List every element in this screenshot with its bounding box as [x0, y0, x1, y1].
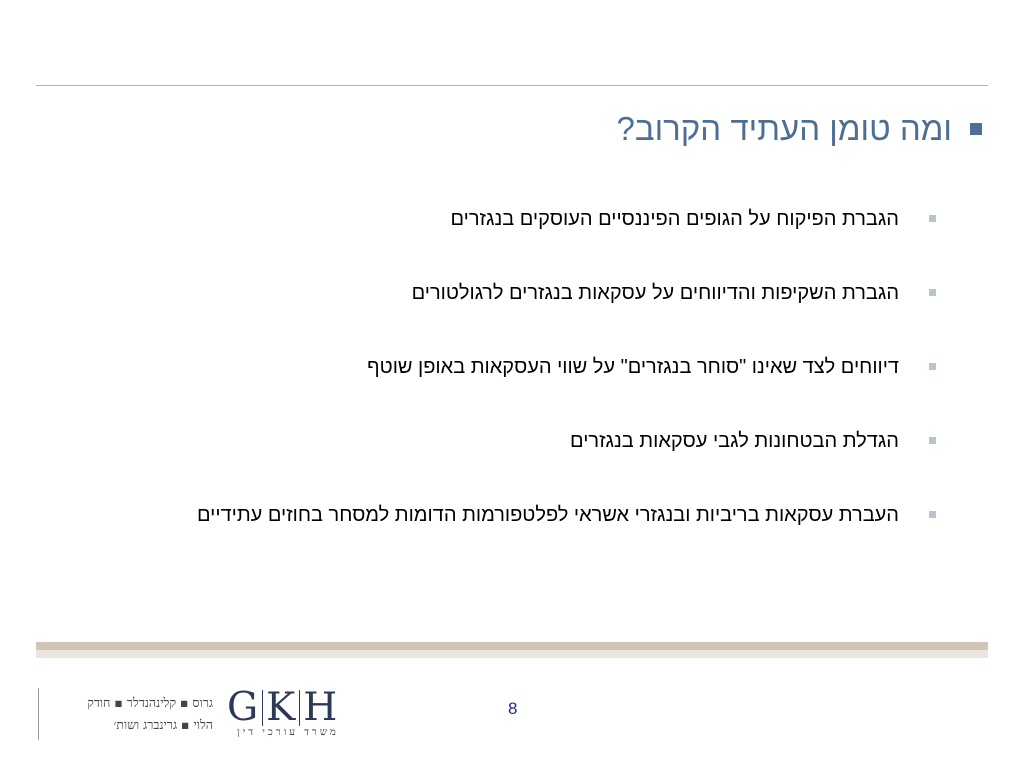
page-number: 8	[508, 699, 518, 718]
bullet-text: העברת עסקאות בריביות ובנגזרי אשראי לפלטפורמות הדומות למסחר בחוזים עתידיים	[196, 504, 899, 526]
title-bullet-icon	[970, 123, 982, 135]
square-bullet-icon	[929, 215, 936, 222]
logo-partner-names	[39, 688, 221, 740]
slide-title	[617, 108, 982, 150]
bullet-list	[197, 207, 936, 577]
logo-separator	[299, 690, 300, 726]
square-bullet-icon	[929, 363, 936, 370]
bullet-text: הגברת הפיקוח על הגופים הפיננסיים העוסקים בנגזרים	[450, 208, 899, 230]
bullet-text: הגברת השקיפות והדיווחים על עסקאות בנגזרים לרגולטורים	[411, 282, 899, 304]
bullet-item	[197, 355, 936, 429]
square-bullet-icon	[929, 511, 936, 518]
bullet-text: דיווחים לצד שאינו "סוחר בנגזרים" על שווי העסקאות באופן שוטף	[367, 356, 899, 378]
logo-letter-h: H	[303, 685, 339, 730]
logo-subtitle: משרד עורכי דין	[237, 727, 339, 738]
bullet-item	[197, 503, 936, 577]
footer-band-dark	[36, 642, 988, 650]
firm-logo	[38, 685, 350, 740]
bullet-item	[197, 429, 936, 503]
footer-band-light	[36, 650, 988, 658]
logo-letters	[227, 685, 349, 730]
logo-names-line2: הלוי ▪ גרינברג ושות׳	[113, 717, 213, 732]
square-bullet-icon	[929, 289, 936, 296]
bullet-text: הגדלת הבטחונות לגבי עסקאות בנגזרים	[570, 430, 899, 452]
logo-separator	[262, 690, 263, 726]
bullet-item	[197, 207, 936, 281]
logo-letter-k: K	[266, 685, 297, 730]
bullet-item	[197, 281, 936, 355]
logo-mark	[227, 685, 349, 740]
top-divider	[36, 85, 988, 86]
square-bullet-icon	[929, 437, 936, 444]
logo-names-line1: גרוס ▪ קלינהנדלר ▪ חודק	[87, 695, 213, 710]
slide-title-text: ומה טומן העתיד הקרוב?	[616, 110, 952, 147]
logo-letter-g: G	[227, 685, 260, 730]
